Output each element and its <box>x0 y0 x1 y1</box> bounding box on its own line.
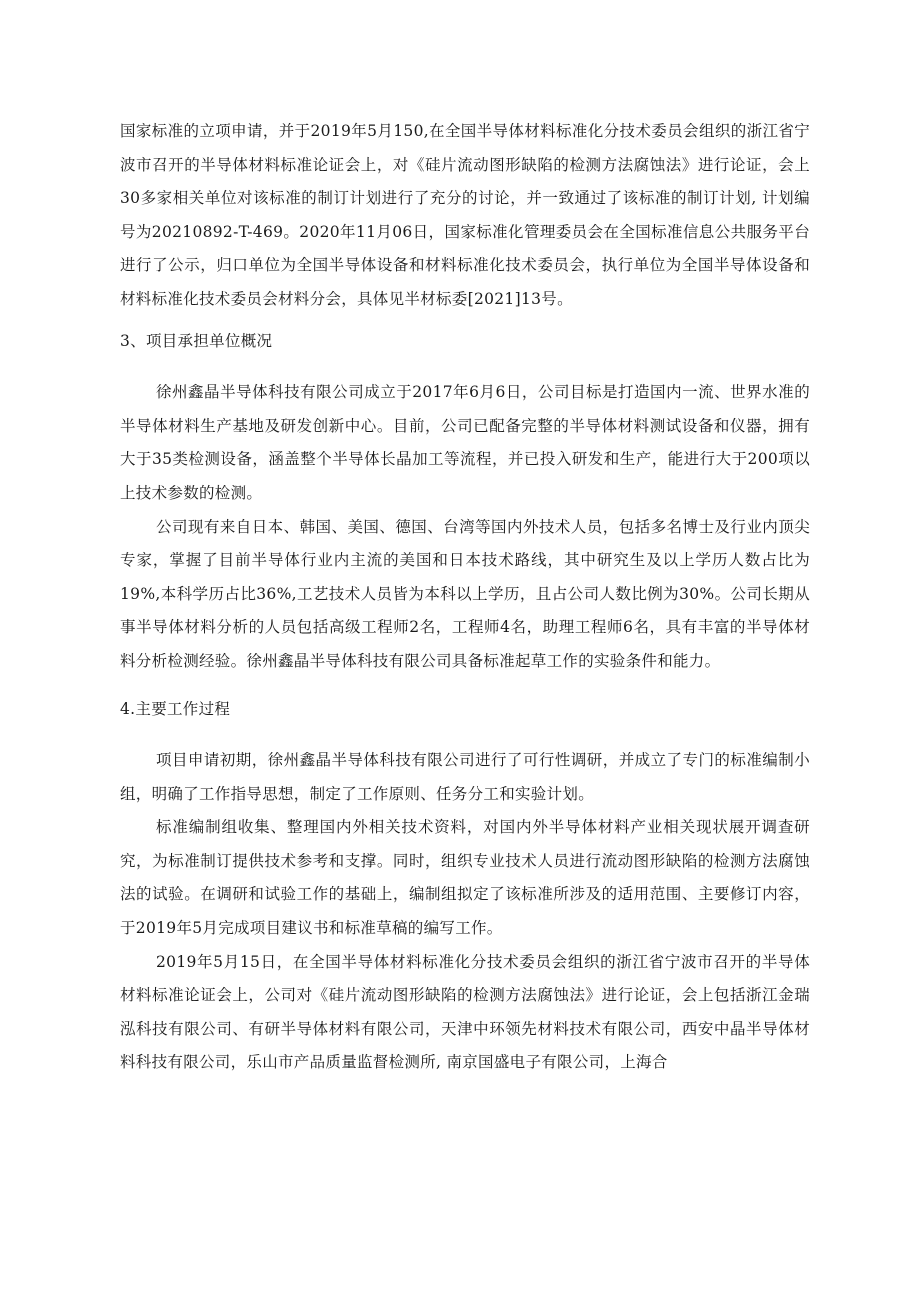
paragraph-standard-application: 国家标准的立项申请，并于2019年5月150,在全国半导体材料标准化分技术委员会组织的浙江省宁波市召开的半导体材料标准论证会上，对《硅片流动图形缺陷的检测方法腐蚀法》进行论证，会上30多家相关单位对该标准的制订计划进行了充分的讨论，并一致通过了该标准的制订计划, 计划编号为20210892-T-469。2020年11月06日，国家标准化管理委员会在全国标准信息公共服务平台进行了公示，归口单位为全国半导体设备和材料标准化技术委员会，执行单位为全国半导体设备和材料标准化技术委员会材料分会，具体见半材标委[2021]13号。 <box>120 122 811 308</box>
paragraph-company-staff: 公司现有来自日本、韩国、美国、德国、台湾等国内外技术人员，包括多名博士及行业内顶尖专家，掌握了目前半导体行业内主流的美国和日本技术路线，其中研究生及以上学历人数占比为19%,本科学历占比36%,工艺技术人员皆为本科以上学历，且占公司人数比例为30%。公司长期从事半导体材料分析的人员包括高级工程师2名，工程师4名，助理工程师6名，具有丰富的半导体材料分析检测经验。徐州鑫晶半导体科技有限公司具备标准起草工作的实验条件和能力。 <box>120 517 810 670</box>
section-4-heading: 4.主要工作过程 <box>120 699 231 718</box>
paragraph-company-overview: 徐州鑫晶半导体科技有限公司成立于2017年6月6日，公司目标是打造国内一流、世界水准的半导体材料生产基地及研发创新中心。目前，公司已配备完整的半导体材料测试设备和仪器，拥有大于35类检测设备，涵盖整个半导体长晶加工等流程，并已投入研发和生产，能进行大于200项以上技术参数的检测。 <box>120 383 810 502</box>
spacer <box>120 726 810 744</box>
spacer <box>120 679 810 693</box>
paragraph-research-drafting: 标准编制组收集、整理国内外相关技术资料，对国内外半导体材料产业相关现状展开调查研究，为标准制订提供技术参考和支撑。同时，组织专业技术人员进行流动图形缺陷的检测方法腐蚀法的试验。在调研和试验工作的基础上，编制组拟定了该标准所涉及的适用范围、主要修订内容，于2019年5月完成项目建议书和标准草稿的编写工作。 <box>120 818 810 938</box>
document-body <box>120 115 810 1080</box>
paragraph-initial-stage: 项目申请初期，徐州鑫晶半导体科技有限公司进行了可行性调研，并成立了专门的标准编制小组，明确了工作指导思想，制定了工作原则、任务分工和实验计划。 <box>120 751 810 803</box>
spacer <box>120 317 810 325</box>
paragraph-evaluation-meeting: 2019年5月15日，在全国半导体材料标准化分技术委员会组织的浙江省宁波市召开的半导体材料标准论证会上，公司对《硅片流动图形缺陷的检测方法腐蚀法》进行论证，会上包括浙江金瑞泓科技有限公司、有研半导体材料有限公司，天津中环领先材料技术有限公司，西安中晶半导体材料科技有限公司，乐山市产品质量监督检测所, 南京国盛电子有限公司，上海合 <box>120 952 810 1072</box>
spacer <box>120 358 810 376</box>
section-3-heading: 3、项目承担单位概况 <box>120 331 273 350</box>
